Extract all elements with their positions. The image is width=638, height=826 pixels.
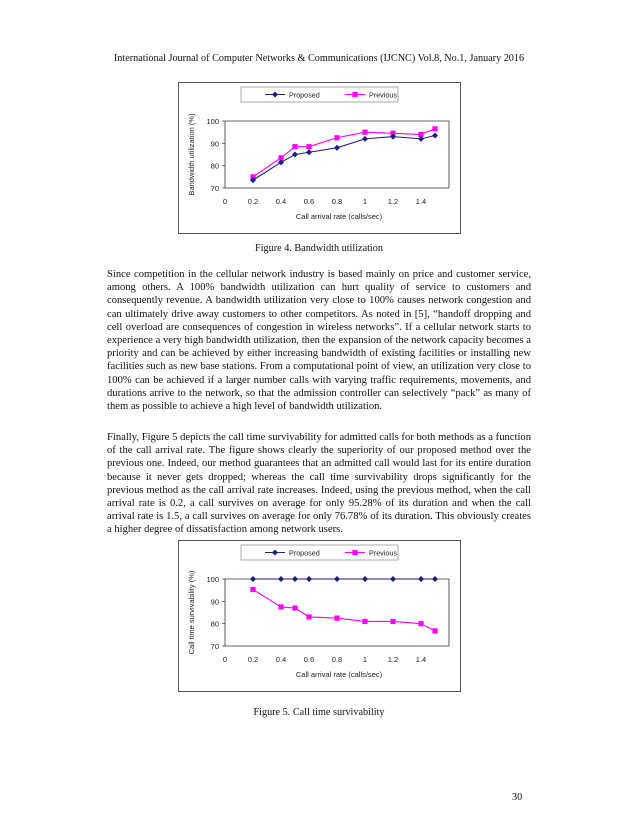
data-point-previous xyxy=(334,135,339,140)
x-tick-label: 0 xyxy=(222,197,228,206)
data-point-proposed xyxy=(306,149,312,155)
x-tick-label: 0.4 xyxy=(275,655,287,664)
data-point-proposed xyxy=(362,576,368,582)
data-point-proposed xyxy=(418,576,424,582)
x-tick-label: 0.8 xyxy=(331,197,343,206)
journal-header: International Journal of Computer Networks & Communications (IJCNC) Vol.8, No.1, January 2016 xyxy=(113,53,525,64)
data-point-previous xyxy=(432,126,437,131)
paragraph-1: Since competition in the cellular network industry is based mainly on price and customer service, among others. A 100% bandwidth utilization can hurt quality of service to customers and consequently revenue. A bandwidth utilization very close to 100% causes network congestion and can ultimately drive away customers to other competitors. As noted in [5], “handoff dropping and cell overload are consequences of congestion in wireless networks”. If a cellular network starts to experience a very high bandwidth utilization, then the expansion of the network capacity becomes a priority and can be achieved by either increasing bandwidth of existing facilities or installing new facilities such as new base stations. From a computational point of view, an utilization very close to 100% can be achieved if a larger number calls with varying traffic requirements, movements, and durations arrive to the network, so that the admission controller can selectively “pack” as many of them as possible to achieve a high level of bandwidth utilization. xyxy=(107,269,531,413)
x-tick-label: 0.6 xyxy=(303,197,315,206)
data-point-proposed xyxy=(334,145,340,151)
data-point-proposed xyxy=(292,576,298,582)
data-point-previous xyxy=(292,605,297,610)
data-point-proposed xyxy=(334,576,340,582)
paragraph-2: Finally, Figure 5 depicts the call time survivability for admitted calls for both methods as a function of the call arrival rate. The figure shows clearly the superiority of our proposed method over the previous one. Indeed, our method guarantees that an admitted call would last for its entire duration because it never gets dropped; whereas the call time survivability drops significantly for the previous method as the call arrival rate increases. Indeed, using the previous method, when the call arrival rate is 0.2, a call survives on average for only 95.28% of its duration and when the call arrival rate is 1.5, a call survives on average for only 76.78% of its duration. This obviously creates a higher degree of dissatisfaction among network users. xyxy=(107,432,531,536)
data-point-previous xyxy=(418,621,423,626)
y-tick-label: 100 xyxy=(206,575,219,584)
data-point-proposed xyxy=(278,576,284,582)
data-point-previous xyxy=(362,619,367,624)
data-point-proposed xyxy=(432,576,438,582)
x-tick-label: 0.2 xyxy=(247,197,259,206)
series-line-previous xyxy=(253,129,435,177)
data-point-proposed xyxy=(432,133,438,139)
y-tick-label: 70 xyxy=(210,184,219,193)
data-point-proposed xyxy=(292,152,298,158)
figure-5-caption: Figure 5. Call time survivability xyxy=(253,707,385,718)
y-tick-label: 80 xyxy=(210,619,219,629)
x-tick-label: 1.4 xyxy=(415,655,427,664)
y-tick-label: 80 xyxy=(210,161,219,171)
data-point-previous xyxy=(306,614,311,619)
data-point-previous xyxy=(432,628,437,633)
data-point-previous xyxy=(292,144,297,149)
y-tick-label: 100 xyxy=(206,117,219,126)
series-line-previous xyxy=(253,590,435,631)
x-tick-label: 0.4 xyxy=(275,197,287,206)
legend-label-previous: Previous xyxy=(369,90,397,100)
x-tick-label: 1.2 xyxy=(387,655,399,664)
x-tick-label: 0.6 xyxy=(303,655,315,664)
x-tick-label: 0.8 xyxy=(331,655,343,664)
data-point-previous xyxy=(306,144,311,149)
figure-4-chart xyxy=(178,82,461,234)
data-point-previous xyxy=(362,130,367,135)
data-point-previous xyxy=(390,619,395,624)
figure-4-caption: Figure 4. Bandwidth utilization xyxy=(255,243,383,254)
x-tick-label: 1 xyxy=(362,197,368,206)
y-tick-label: 70 xyxy=(210,642,219,651)
data-point-previous xyxy=(278,604,283,609)
page-number: 30 xyxy=(512,792,523,803)
x-tick-label: 1 xyxy=(362,655,368,664)
bandwidth-utilization-plot xyxy=(179,83,460,233)
x-tick-label: 1.2 xyxy=(387,197,399,206)
x-axis-title: Call arrival rate (calls/sec) xyxy=(295,212,383,221)
call-time-survivability-plot xyxy=(179,541,460,691)
data-point-proposed xyxy=(250,576,256,582)
legend-marker-previous xyxy=(352,92,357,97)
legend-label-proposed: Proposed xyxy=(289,548,320,558)
data-point-proposed xyxy=(306,576,312,582)
legend-label-previous: Previous xyxy=(369,548,397,558)
x-tick-label: 1.4 xyxy=(415,197,427,206)
y-tick-label: 90 xyxy=(210,597,219,607)
data-point-previous xyxy=(250,587,255,592)
x-tick-label: 0.2 xyxy=(247,655,259,664)
x-axis-title: Call arrival rate (calls/sec) xyxy=(295,670,383,679)
data-point-proposed xyxy=(362,136,368,142)
y-axis-title: Call time survivability (%) xyxy=(187,570,196,655)
x-tick-label: 0 xyxy=(222,655,228,664)
legend-marker-previous xyxy=(352,550,357,555)
y-tick-label: 90 xyxy=(210,139,219,149)
data-point-previous xyxy=(334,615,339,620)
y-axis-title: Bandwidth utilization (%) xyxy=(187,113,196,196)
figure-5-chart xyxy=(178,540,461,692)
data-point-proposed xyxy=(390,576,396,582)
legend-label-proposed: Proposed xyxy=(289,90,320,100)
